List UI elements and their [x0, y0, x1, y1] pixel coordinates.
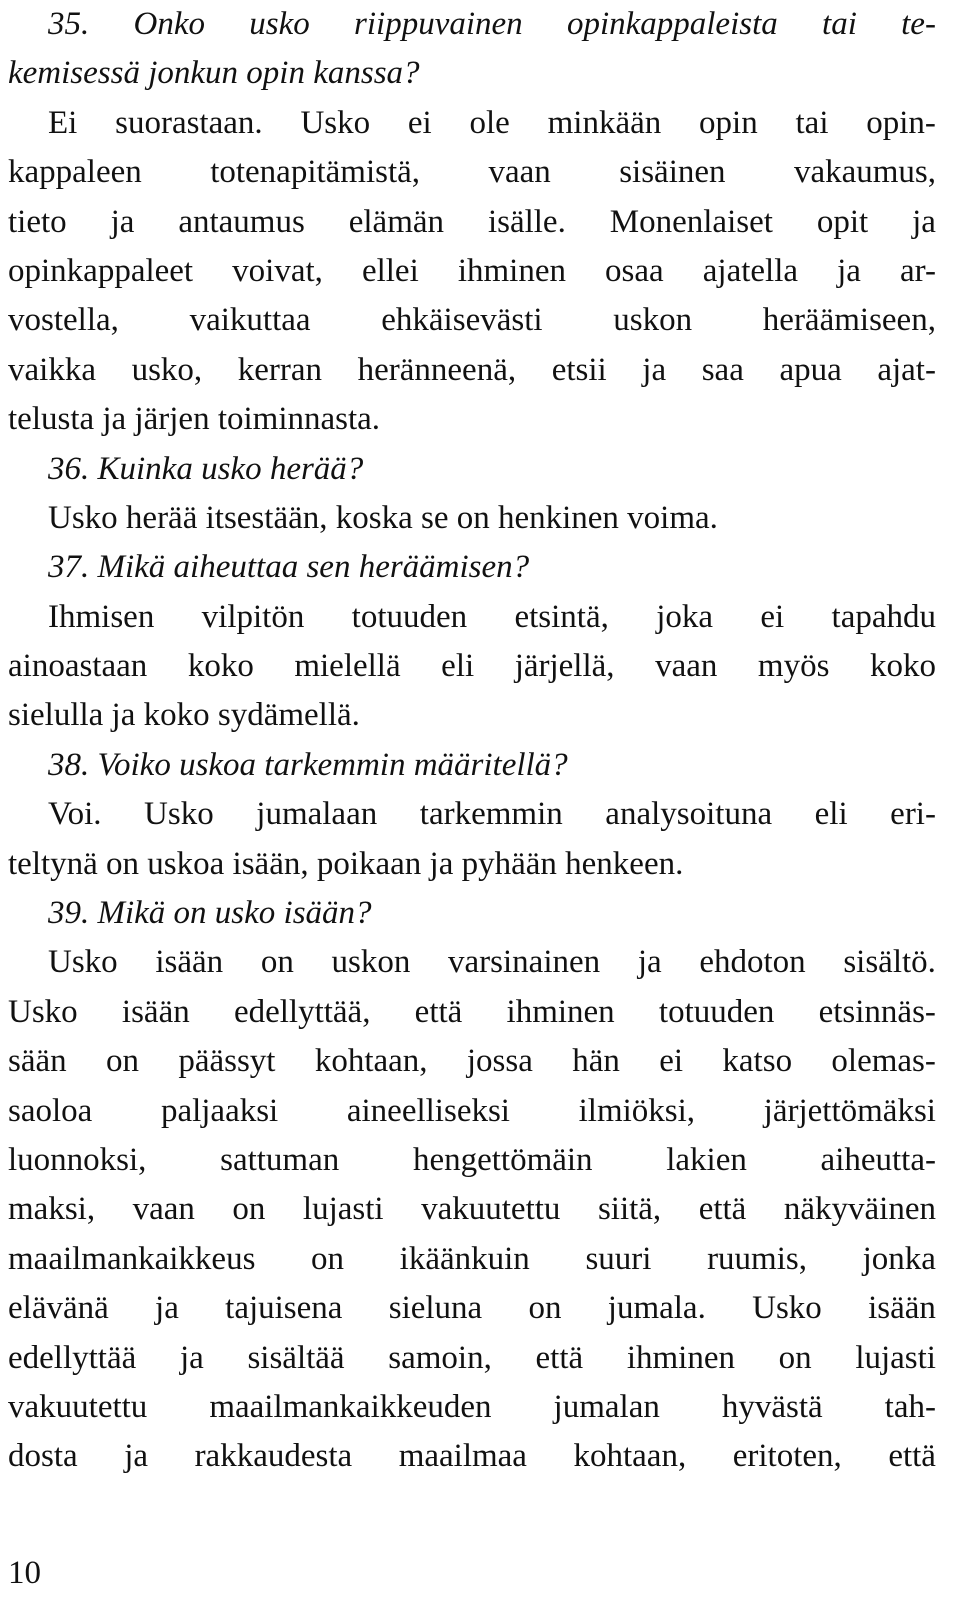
word: päässyt	[178, 1043, 276, 1080]
word: voivat,	[232, 252, 323, 289]
word: sattuman	[220, 1141, 340, 1178]
word: uskon	[331, 944, 411, 981]
word: jumala.	[607, 1290, 706, 1327]
word: hyvästä	[721, 1388, 823, 1425]
question-line	[8, 0, 936, 49]
word: jumalaan	[256, 796, 378, 833]
word: Monenlaiset	[609, 203, 773, 240]
word: apua	[779, 351, 842, 388]
text-line	[8, 198, 936, 247]
word: vaikka	[8, 351, 96, 388]
text-line	[8, 1432, 936, 1481]
word: usko	[249, 6, 310, 42]
word: vaan	[488, 154, 551, 191]
word: edellyttää	[8, 1339, 137, 1376]
word: opinkappaleista	[566, 6, 778, 42]
word: tapahdu	[831, 598, 936, 635]
word: aiheutta-	[820, 1141, 936, 1178]
word: ar-	[899, 252, 936, 289]
word: ainoastaan	[8, 648, 148, 685]
word: Usko	[8, 993, 78, 1030]
text-line	[8, 346, 936, 395]
word: ihminen	[626, 1339, 735, 1376]
text-line	[8, 1235, 936, 1284]
text-line	[8, 1185, 936, 1234]
word: vakaumus,	[793, 154, 936, 191]
text-line	[8, 1136, 936, 1185]
word: riippuvainen	[354, 6, 523, 42]
word: lujasti	[302, 1191, 384, 1228]
word: maailmankaikkeus	[8, 1240, 256, 1277]
question-line: 38. Voiko uskoa tarkemmin määritellä?	[48, 746, 568, 783]
word: on	[528, 1290, 562, 1327]
word: ihminen	[506, 993, 615, 1030]
text-line	[8, 1334, 936, 1383]
word: eli	[814, 796, 848, 833]
word: kappaleen	[8, 154, 142, 191]
word: sisältö.	[843, 944, 936, 981]
word: ruumis,	[707, 1240, 807, 1277]
question-line: 36. Kuinka usko herää?	[48, 450, 364, 487]
word: on	[778, 1339, 812, 1376]
word: Usko	[752, 1290, 822, 1327]
word: vakuutettu	[421, 1191, 561, 1228]
word: tah-	[884, 1388, 936, 1425]
word: tai	[822, 6, 857, 42]
word: samoin,	[388, 1339, 492, 1376]
word: elävänä	[8, 1290, 109, 1327]
word: opin-	[866, 104, 936, 141]
word: heränneenä,	[357, 351, 517, 388]
word: totuuden	[351, 598, 468, 635]
word: etsintä,	[514, 598, 609, 635]
text-line	[8, 938, 936, 987]
word: edellyttää,	[233, 993, 371, 1030]
word: rakkaudesta	[194, 1438, 353, 1475]
page-number: 10	[8, 1555, 41, 1591]
word: paljaaksi	[160, 1092, 279, 1129]
word: on	[105, 1043, 139, 1080]
word: Ihmisen	[48, 598, 155, 635]
word: ja	[179, 1339, 204, 1376]
word: Usko	[48, 944, 118, 981]
word: katso	[722, 1043, 793, 1080]
word: opit	[816, 203, 869, 240]
word: ajat-	[877, 351, 936, 388]
word: dosta	[8, 1438, 78, 1475]
word: ehdoton	[699, 944, 806, 981]
question-line: kemisessä jonkun opin kanssa?	[8, 55, 420, 92]
word: hän	[572, 1043, 620, 1080]
text-line: sielulla ja koko sydämellä.	[8, 697, 360, 734]
word: osaa	[605, 252, 664, 289]
word: on	[232, 1191, 266, 1228]
text-line	[8, 790, 936, 839]
word: ei	[407, 104, 432, 141]
word: mielellä	[294, 648, 401, 685]
word: tajuisena	[225, 1290, 343, 1327]
word: luonnoksi,	[8, 1141, 147, 1178]
word: vilpitön	[201, 598, 305, 635]
word: että	[414, 993, 463, 1030]
word: 35.	[48, 6, 90, 42]
word: koko	[869, 648, 936, 685]
word: jossa	[466, 1043, 533, 1080]
text-line	[8, 1284, 936, 1333]
word: vaan	[132, 1191, 195, 1228]
word: Voi.	[48, 796, 102, 833]
word: näkyväinen	[783, 1191, 936, 1228]
word: saoloa	[8, 1092, 93, 1129]
word: tai	[795, 104, 829, 141]
word: vaikuttaa	[189, 302, 311, 339]
text-line: telusta ja järjen toiminnasta.	[8, 401, 381, 438]
word: että	[888, 1438, 936, 1475]
word: ja	[155, 1290, 179, 1327]
word: vostella,	[8, 302, 119, 339]
word: isään	[868, 1290, 936, 1327]
text-column	[8, 0, 936, 1482]
word: saa	[701, 351, 744, 388]
word: eli	[441, 648, 475, 685]
word: uskon	[613, 302, 693, 339]
word: on	[311, 1240, 345, 1277]
word: jonka	[862, 1240, 936, 1277]
word: kohtaan,	[314, 1043, 428, 1080]
word: Ei	[48, 104, 78, 141]
word: että	[698, 1191, 747, 1228]
word: isään	[121, 993, 190, 1030]
text-line	[8, 247, 936, 296]
word: että	[535, 1339, 584, 1376]
word: vakuutettu	[8, 1388, 148, 1425]
word: myös	[757, 648, 830, 685]
word: Usko	[144, 796, 214, 833]
word: maksi,	[8, 1191, 96, 1228]
word: heräämiseen,	[762, 302, 936, 339]
word: ja	[110, 203, 135, 240]
word: totenapitämistä,	[210, 154, 421, 191]
word: lakien	[666, 1141, 747, 1178]
word: etsinnäs-	[818, 993, 936, 1030]
word: totuuden	[658, 993, 775, 1030]
text-line	[8, 988, 936, 1037]
word: ikäänkuin	[399, 1240, 530, 1277]
word: aineelliseksi	[346, 1092, 510, 1129]
text-line: teltynä on uskoa isään, poikaan ja pyhään henkeen.	[8, 845, 684, 882]
word: ei	[760, 598, 785, 635]
question-line: 39. Mikä on usko isään?	[48, 895, 372, 932]
word: minkään	[547, 104, 662, 141]
word: tarkemmin	[419, 796, 563, 833]
word: järjellä,	[514, 648, 615, 685]
word: sisältää	[247, 1339, 345, 1376]
word: elämän	[348, 203, 445, 240]
word: vaan	[655, 648, 718, 685]
word: usko,	[131, 351, 203, 388]
word: sisäinen	[619, 154, 726, 191]
text-line	[8, 1087, 936, 1136]
word: opinkappaleet	[8, 252, 194, 289]
text-line	[8, 593, 936, 642]
word: ja	[837, 252, 861, 289]
word: isään	[155, 944, 224, 981]
word: kerran	[237, 351, 323, 388]
text-line: Usko herää itsestään, koska se on henkinen voima.	[48, 499, 718, 536]
word: te-	[901, 6, 936, 42]
word: hengettömäin	[412, 1141, 593, 1178]
text-line	[8, 148, 936, 197]
word: analysoituna	[605, 796, 773, 833]
question-line: 37. Mikä aiheuttaa sen heräämisen?	[48, 549, 530, 586]
word: järjettömäksi	[763, 1092, 936, 1129]
text-line	[8, 99, 936, 148]
word: ja	[642, 351, 667, 388]
word: joka	[656, 598, 714, 635]
word: maailmankaikkeuden	[209, 1388, 492, 1425]
word: on	[260, 944, 294, 981]
word: eri-	[890, 796, 936, 833]
word: varsinainen	[448, 944, 601, 981]
word: suorastaan.	[115, 104, 263, 141]
word: ellei	[361, 252, 419, 289]
word: koko	[187, 648, 254, 685]
word: ole	[469, 104, 510, 141]
word: eritoten,	[732, 1438, 842, 1475]
word: ei	[659, 1043, 684, 1080]
word: ja	[637, 944, 662, 981]
word: suuri	[585, 1240, 652, 1277]
word: ihminen	[457, 252, 566, 289]
word: etsii	[551, 351, 607, 388]
word: opin	[699, 104, 758, 141]
word: ehkäisevästi	[381, 302, 543, 339]
word: ilmiöksi,	[578, 1092, 696, 1129]
word: Onko	[133, 6, 205, 42]
text-line	[8, 642, 936, 691]
word: siitä,	[597, 1191, 662, 1228]
word: lujasti	[855, 1339, 936, 1376]
word: tieto	[8, 203, 67, 240]
word: ajatella	[702, 252, 799, 289]
word: Usko	[300, 104, 371, 141]
word: ja	[124, 1438, 149, 1475]
text-line	[8, 1383, 936, 1432]
word: olemas-	[831, 1043, 936, 1080]
word: jumalan	[553, 1388, 660, 1425]
word: isälle.	[487, 203, 566, 240]
word: sieluna	[388, 1290, 483, 1327]
text-line	[8, 296, 936, 345]
word: sään	[8, 1043, 67, 1080]
word: antaumus	[178, 203, 305, 240]
word: ja	[912, 203, 936, 240]
word: kohtaan,	[573, 1438, 687, 1475]
word: maailmaa	[398, 1438, 527, 1475]
text-line	[8, 1037, 936, 1086]
